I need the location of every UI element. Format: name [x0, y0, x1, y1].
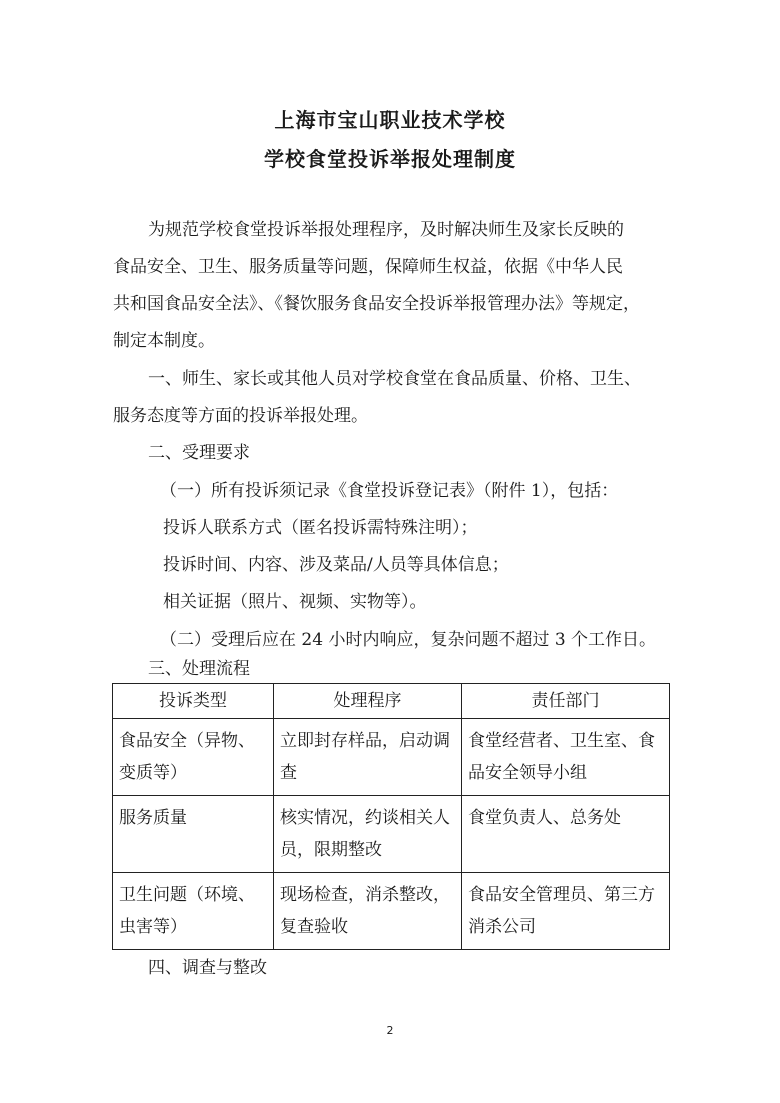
- table-header-cell: 责任部门: [462, 684, 670, 719]
- section2-heading: 二、受理要求: [148, 443, 250, 463]
- intro-line-3: 共和国食品安全法》、《餐饮服务食品安全投诉举报管理办法》等规定，: [113, 294, 640, 314]
- table-cell: 食堂经营者、卫生室、食品安全领导小组: [462, 719, 670, 796]
- table-header-cell: 投诉类型: [113, 684, 274, 719]
- section2-item-2: （二）受理后应在 24 小时内响应，复杂问题不超过 3 个工作日。: [160, 630, 657, 650]
- table-row: [113, 796, 670, 873]
- section1-line-1: 一、师生、家长或其他人员对学校食堂在食品质量、价格、卫生、: [148, 369, 641, 389]
- section2-subitem-2: 投诉时间、内容、涉及菜品/人员等具体信息；: [163, 555, 509, 575]
- table-cell: 卫生问题（环境、虫害等）: [113, 873, 274, 950]
- school-title: 上海市宝山职业技术学校: [274, 108, 506, 132]
- table-cell: 立即封存样品，启动调查: [274, 719, 462, 796]
- intro-line-1: 为规范学校食堂投诉举报处理程序，及时解决师生及家长反映的: [148, 220, 624, 240]
- table-header-cell: 处理程序: [274, 684, 462, 719]
- document-title: 学校食堂投诉举报处理制度: [264, 147, 516, 171]
- process-table: [112, 683, 670, 950]
- table-cell: 服务质量: [113, 796, 274, 873]
- table-row: [113, 719, 670, 796]
- table-header-row: [113, 684, 670, 719]
- table-row: [113, 873, 670, 950]
- page-number: 2: [386, 1024, 394, 1037]
- section1-line-2: 服务态度等方面的投诉举报处理。: [113, 406, 368, 426]
- intro-line-2: 食品安全、卫生、服务质量等问题，保障师生权益，依据《中华人民: [113, 257, 623, 277]
- section4-heading: 四、调查与整改: [148, 958, 267, 978]
- table-cell: 食堂负责人、总务处: [462, 796, 670, 873]
- section3-heading: 三、处理流程: [148, 659, 250, 679]
- table-cell: 现场检查，消杀整改，复查验收: [274, 873, 462, 950]
- intro-line-4: 制定本制度。: [113, 331, 215, 351]
- section2-item-1: （一）所有投诉须记录《食堂投诉登记表》（附件 1），包括：: [160, 481, 619, 501]
- section2-subitem-3: 相关证据（照片、视频、实物等）。: [163, 592, 427, 612]
- table-cell: 食品安全管理员、第三方消杀公司: [462, 873, 670, 950]
- section2-subitem-1: 投诉人联系方式（匿名投诉需特殊注明）；: [163, 518, 478, 538]
- table-cell: 核实情况，约谈相关人员，限期整改: [274, 796, 462, 873]
- table-cell: 食品安全（异物、变质等）: [113, 719, 274, 796]
